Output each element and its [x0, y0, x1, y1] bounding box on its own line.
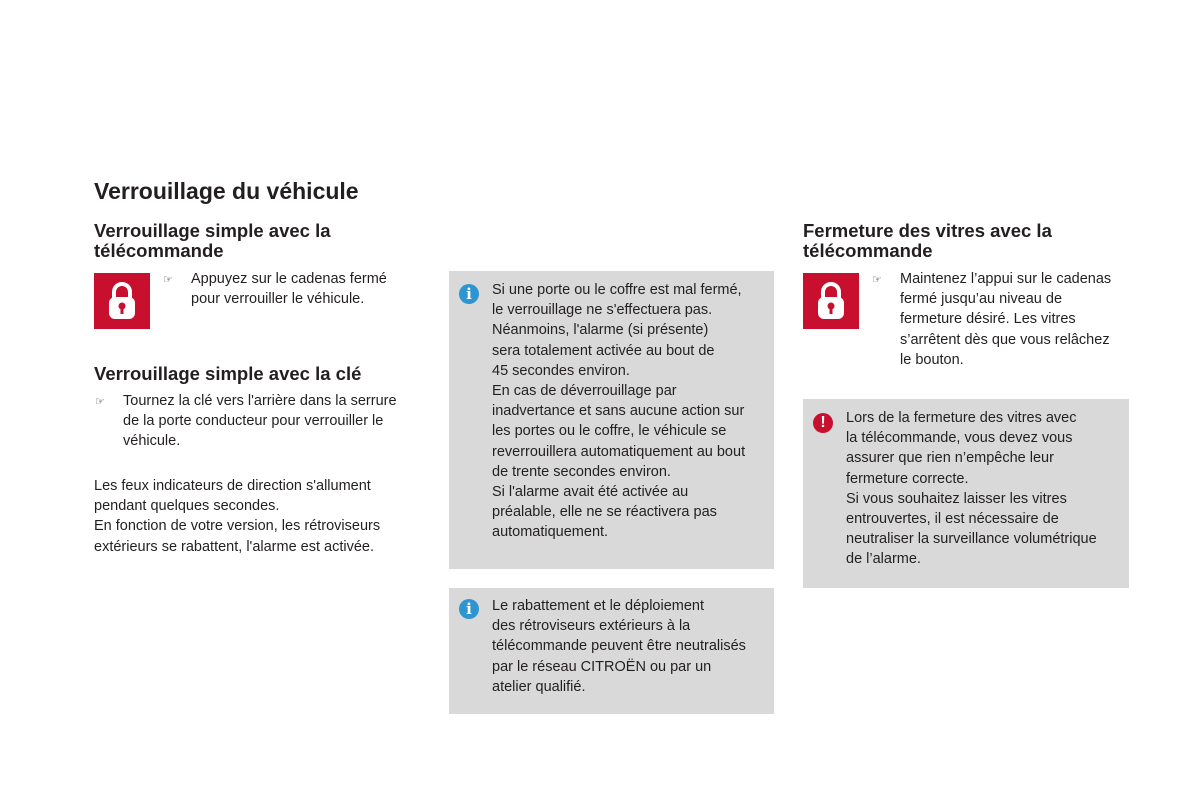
warning-box-text: Lors de la fermeture des vitres avec la télécommande, vous devez vous assurer que rien n’empêche leur fermeture correcte. Si vous souhaitez laisser les vitres entrouvertes, il est nécessaire de neutraliser la surveillance volumétrique de l’alarme.: [846, 410, 1097, 568]
info-box-locking: [449, 271, 774, 569]
info-box-mirrors: [449, 588, 774, 714]
page-title: Verrouillage du véhicule: [94, 178, 359, 204]
bullet-icon: ☞: [872, 274, 882, 286]
warning-box-windows: [803, 399, 1129, 588]
key-lock-heading: Verrouillage simple avec la clé: [94, 363, 362, 384]
windows-heading: Fermeture des vitres avec la télécommande: [803, 220, 1052, 261]
bullet-icon: ☞: [95, 396, 105, 408]
remote-lock-instruction: Appuyez sur le cadenas fermé pour verrouiller le véhicule.: [191, 271, 387, 308]
locked-padlock-icon: [803, 273, 859, 329]
locked-padlock-icon: [94, 273, 150, 329]
info-box-text: Le rabattement et le déploiement des rétroviseurs extérieurs à la télécommande peuvent être neutralisés par le réseau CITROËN ou par un atelier qualifié.: [492, 598, 746, 695]
windows-instruction: Maintenez l’appui sur le cadenas fermé jusqu’au niveau de fermeture désiré. Les vitres s’arrêtent dès que vous relâchez le bouton.: [900, 271, 1112, 368]
info-box-text: Si une porte ou le coffre est mal fermé, le verrouillage ne s'effectuera pas. Néanmoins, l'alarme (si présente) sera totalement activée au bout de 45 secondes environ. En cas de déverrouillage par inadvertance et sans aucune action sur les portes ou le coffre, le véhicule se reverrouillera automatiquement au bout de trente secondes environ. Si l'alarme avait été activée au préalable, elle ne se réactivera pas automatiquement.: [492, 282, 746, 541]
indicators-paragraph: Les feux indicateurs de direction s'allument pendant quelques secondes. En fonction de votre version, les rétroviseurs extérieurs se rabattent, l'alarme est activée.: [94, 478, 381, 555]
warning-icon: !: [813, 413, 833, 433]
bullet-icon: ☞: [163, 274, 173, 286]
info-icon: i: [459, 599, 479, 619]
info-icon: i: [459, 284, 479, 304]
remote-lock-heading: Verrouillage simple avec la télécommande: [94, 220, 331, 261]
key-lock-instruction: Tournez la clé vers l'arrière dans la serrure de la porte conducteur pour verrouiller le véhicule.: [123, 393, 397, 450]
